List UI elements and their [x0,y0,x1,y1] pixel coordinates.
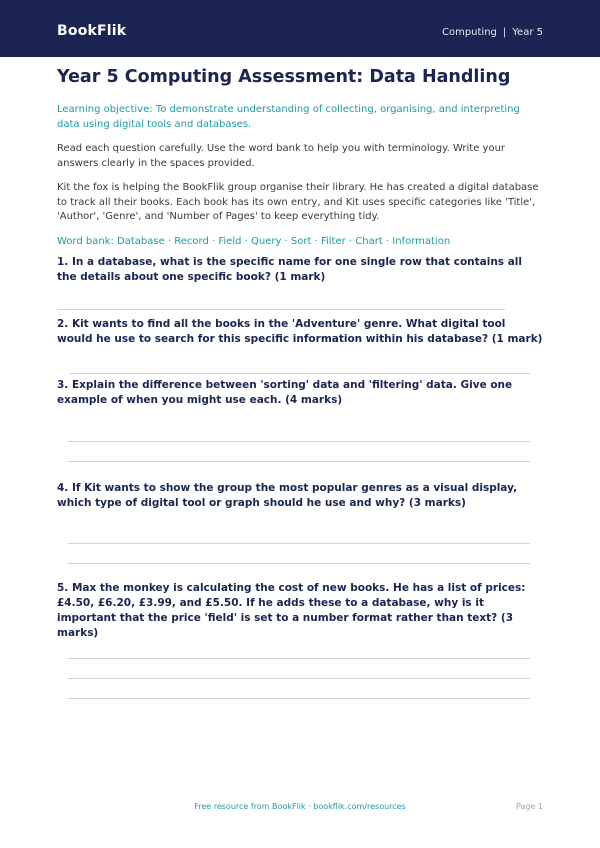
worksheet-content [57,66,543,249]
answer-line-q1[interactable] [57,309,505,310]
brand-logo: BookFlik [57,23,127,39]
footer-credit[interactable]: Free resource from BookFlik · bookflik.com/resources [194,802,406,811]
question-2: 2. Kit wants to find all the books in the 'Adventure' genre. What digital tool would he use to search for this specific information within his database? (1 mark) [57,318,543,345]
answer-line-q5-3[interactable] [68,698,530,699]
learning-objective: Learning objective: To demonstrate understanding of collecting, organising, and interpreting data using digital tools and databases. [57,104,520,130]
word-bank: Word bank: Database · Record · Field · Query · Sort · Filter · Chart · Information [57,235,451,247]
instructions: Read each question carefully. Use the word bank to help you with terminology. Write your answers clearly in the spaces provided. [57,143,506,169]
question-3: 3. Explain the difference between 'sorting' data and 'filtering' data. Give one example of when you might use each. (4 marks) [57,379,513,406]
subject-year [442,26,543,40]
answer-line-q3-2[interactable] [68,461,530,462]
page-title: Year 5 Computing Assessment: Data Handling [57,67,511,87]
answer-line-q4-2[interactable] [68,563,530,564]
subject-label: Computing [441,27,497,38]
answer-line-q5-1[interactable] [68,658,530,659]
answer-line-q2[interactable] [70,373,530,374]
page-number: Page 1 [516,802,543,811]
page-header [0,0,600,57]
question-1: 1. In a database, what is the specific name for one single row that contains all the details about one specific book? (1 mark) [57,256,522,283]
answer-line-q4-1[interactable] [68,543,530,544]
year-label: Year 5 [512,27,543,38]
answer-line-q3-1[interactable] [68,441,530,442]
scenario-text: Kit the fox is helping the BookFlik group organise their library. He has created a digital database to track all their books. Each book has its own entry, and Kit uses specific categories like 'Title', 'Author', 'Genre', and 'Number of Pages' to keep everything tidy. [57,182,539,222]
answer-line-q5-2[interactable] [68,678,530,679]
header-separator: | [502,27,507,38]
question-5: 5. Max the monkey is calculating the cost of new books. He has a list of prices: £4.50, £6.20, £3.99, and £5.50. If he adds these to a database, why is it important that the price 'field' is set to a number format rather than text? (3 marks) [57,582,526,639]
question-4: 4. If Kit wants to show the group the most popular genres as a visual display, which type of digital tool or graph should he use and why? (3 marks) [57,482,518,509]
